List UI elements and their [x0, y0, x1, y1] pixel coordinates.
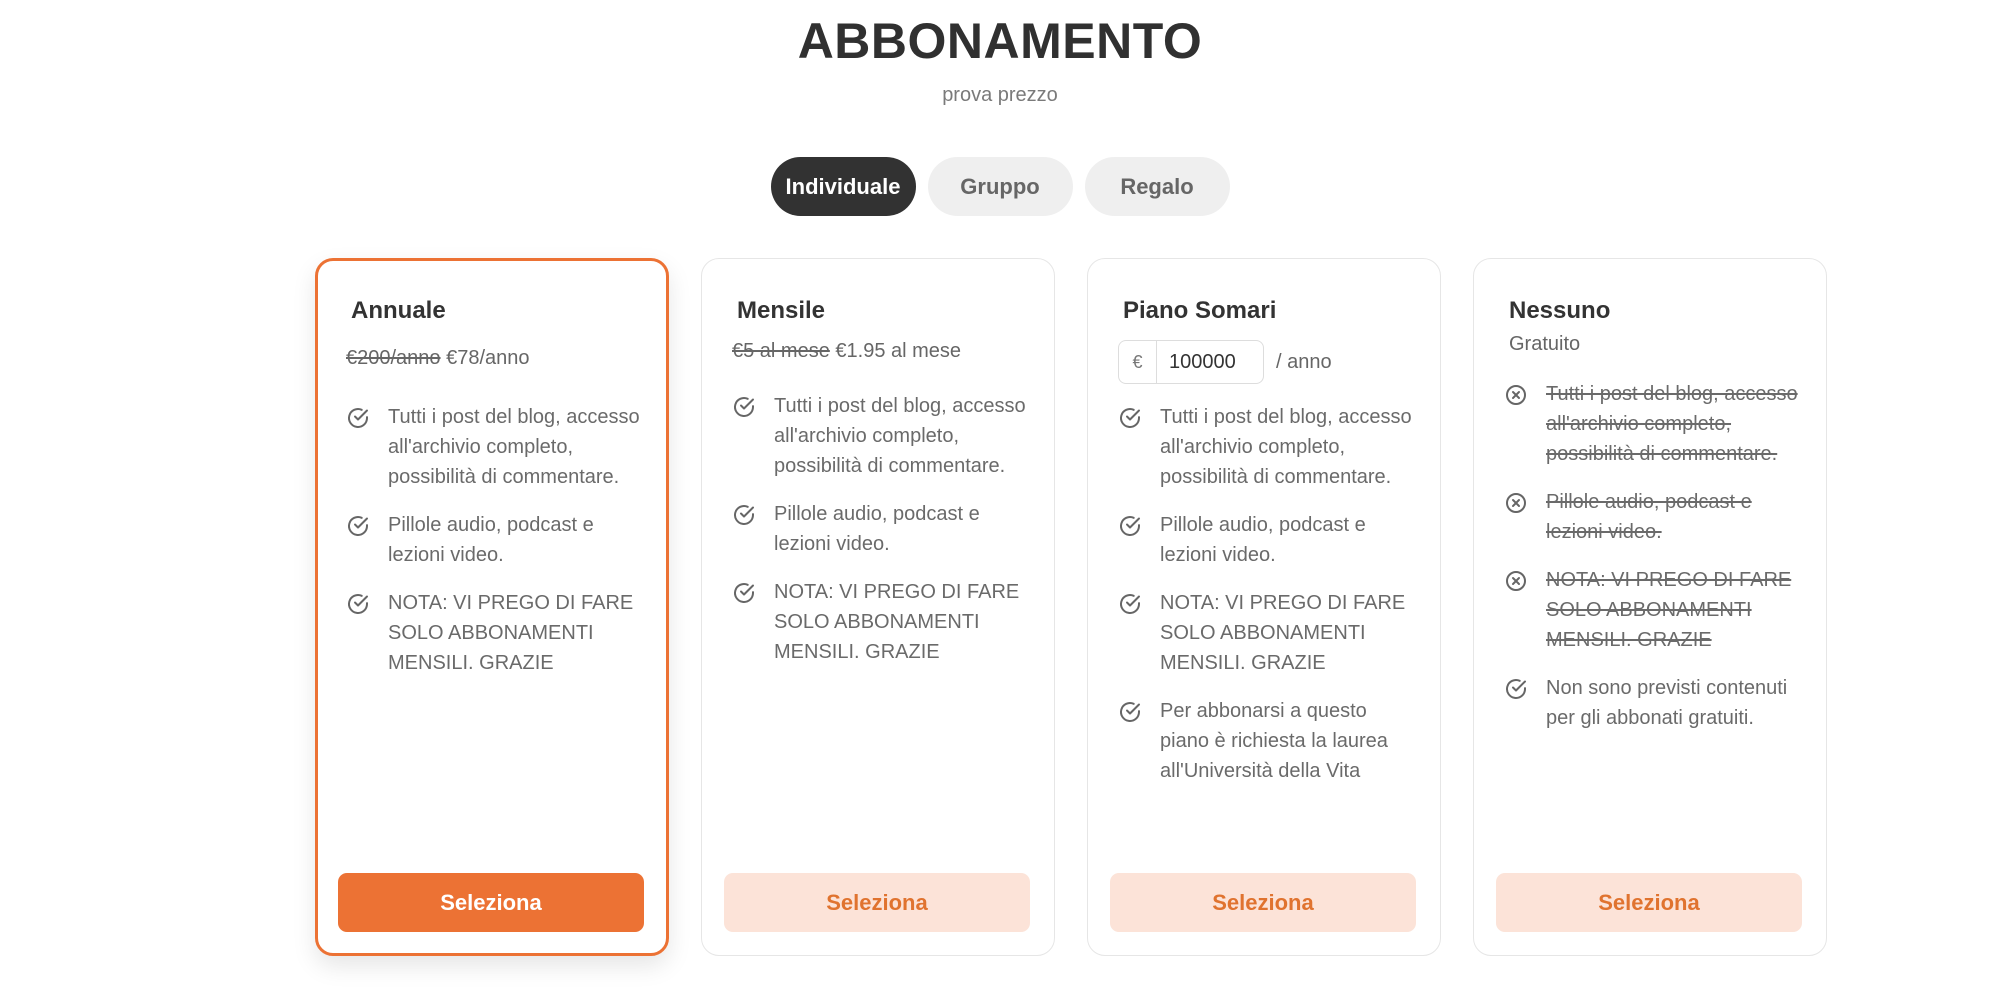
- feature-list: [1118, 402, 1418, 804]
- feature-text: NOTA: VI PREGO DI FARE SOLO ABBONAMENTI MENSILI. GRAZIE: [774, 581, 1020, 663]
- currency-symbol: €: [1118, 340, 1156, 384]
- page-subtitle: prova prezzo: [942, 84, 1058, 106]
- feature-text: Pillole audio, podcast e lezioni video.: [388, 514, 594, 566]
- plan-card-nessuno[interactable]: [1473, 258, 1827, 956]
- feature-text: Tutti i post del blog, accesso all'archivio completo, possibilità di commentare.: [388, 406, 640, 488]
- feature-item: [346, 510, 646, 570]
- plan-name: Annuale: [351, 297, 446, 324]
- check-circle-icon: [346, 592, 370, 616]
- feature-text: Pillole audio, podcast e lezioni video.: [1546, 491, 1752, 543]
- feature-text: NOTA: VI PREGO DI FARE SOLO ABBONAMENTI MENSILI. GRAZIE: [388, 592, 634, 674]
- check-circle-icon: [732, 503, 756, 527]
- amount-input[interactable]: [1156, 340, 1264, 384]
- check-circle-icon: [346, 406, 370, 430]
- plan-card-annuale[interactable]: [315, 258, 669, 956]
- feature-text: Pillole audio, podcast e lezioni video.: [774, 503, 980, 555]
- plan-cards: [315, 258, 1827, 958]
- feature-item: [1118, 588, 1418, 678]
- check-circle-icon: [1118, 700, 1142, 724]
- feature-item: [346, 588, 646, 678]
- plan-card-mensile[interactable]: [701, 258, 1055, 956]
- plan-type-tabs: [0, 157, 2000, 216]
- check-circle-icon: [1118, 514, 1142, 538]
- tab-individuale[interactable]: Individuale: [771, 157, 916, 216]
- select-button[interactable]: Seleziona: [1496, 873, 1802, 932]
- check-circle-icon: [1118, 592, 1142, 616]
- plan-name: Piano Somari: [1123, 297, 1277, 324]
- feature-list: [346, 402, 646, 696]
- plan-price: [732, 340, 961, 363]
- feature-text: Non sono previsti contenuti per gli abbonati gratuiti.: [1546, 677, 1788, 729]
- check-circle-icon: [732, 581, 756, 605]
- price-old: €5 al mese: [732, 340, 830, 362]
- plan-name: Mensile: [737, 297, 826, 324]
- feature-item: [1504, 565, 1804, 655]
- x-circle-icon: [1504, 383, 1528, 407]
- select-button[interactable]: Seleziona: [724, 873, 1030, 932]
- plan-card-piano-somari[interactable]: [1087, 258, 1441, 956]
- check-circle-icon: [1504, 677, 1528, 701]
- x-circle-icon: [1504, 569, 1528, 593]
- x-circle-icon: [1504, 491, 1528, 515]
- plan-name: Nessuno: [1509, 297, 1611, 324]
- check-circle-icon: [732, 395, 756, 419]
- feature-text: Tutti i post del blog, accesso all'archivio completo, possibilità di commentare.: [1160, 406, 1412, 488]
- feature-text: Tutti i post del blog, accesso all'archivio completo, possibilità di commentare.: [1546, 383, 1798, 465]
- plan-price: Gratuito: [1509, 333, 1581, 355]
- price-period: / anno: [1276, 350, 1332, 373]
- feature-text: Pillole audio, podcast e lezioni video.: [1160, 514, 1366, 566]
- feature-list: [1504, 379, 1804, 751]
- feature-text: Tutti i post del blog, accesso all'archivio completo, possibilità di commentare.: [774, 395, 1026, 477]
- page-title: ABBONAMENTO: [797, 13, 1203, 69]
- feature-item: [1504, 487, 1804, 547]
- feature-item: [346, 402, 646, 492]
- feature-item: [1504, 379, 1804, 469]
- plan-price: [346, 347, 530, 370]
- tab-gruppo[interactable]: Gruppo: [928, 157, 1073, 216]
- feature-item: [732, 499, 1032, 559]
- tab-regalo[interactable]: Regalo: [1085, 157, 1230, 216]
- select-button[interactable]: Seleziona: [1110, 873, 1416, 932]
- feature-item: [732, 577, 1032, 667]
- price-new: €1.95 al mese: [835, 340, 962, 362]
- feature-text: NOTA: VI PREGO DI FARE SOLO ABBONAMENTI MENSILI. GRAZIE: [1546, 569, 1792, 651]
- select-button[interactable]: Seleziona: [338, 873, 644, 932]
- feature-item: [1118, 696, 1418, 786]
- custom-price-group: [1118, 340, 1332, 384]
- feature-list: [732, 391, 1032, 685]
- feature-text: NOTA: VI PREGO DI FARE SOLO ABBONAMENTI MENSILI. GRAZIE: [1160, 592, 1406, 674]
- feature-item: [1504, 673, 1804, 733]
- feature-item: [732, 391, 1032, 481]
- check-circle-icon: [1118, 406, 1142, 430]
- feature-item: [1118, 402, 1418, 492]
- price-old: €200/anno: [346, 347, 441, 369]
- price-new: €78/anno: [446, 347, 530, 369]
- feature-text: Per abbonarsi a questo piano è richiesta la laurea all'Università della Vita: [1160, 700, 1388, 782]
- feature-item: [1118, 510, 1418, 570]
- check-circle-icon: [346, 514, 370, 538]
